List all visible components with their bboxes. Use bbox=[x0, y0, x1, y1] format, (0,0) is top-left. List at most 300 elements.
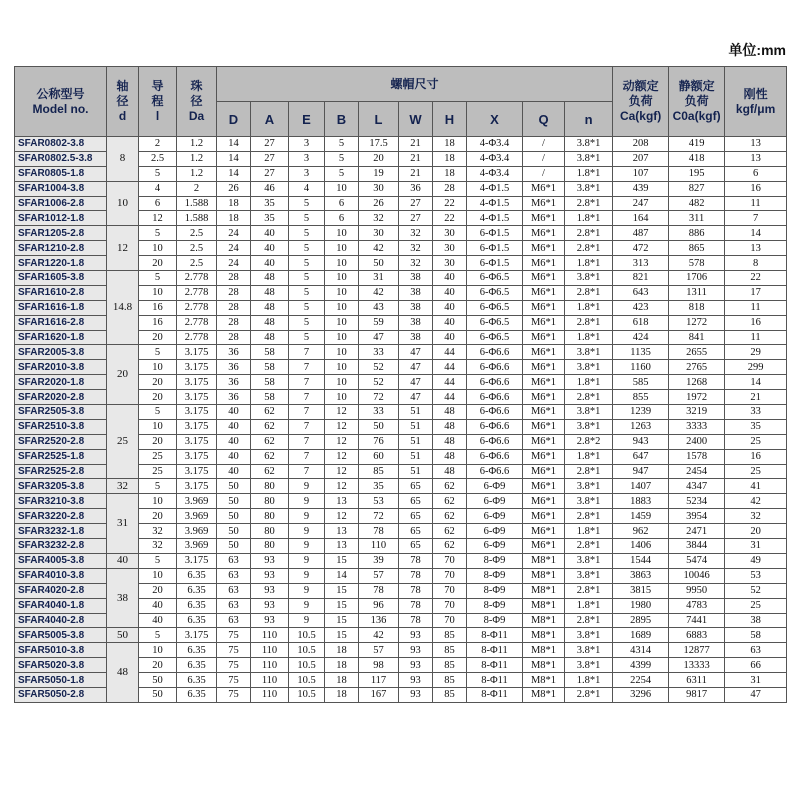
spec-cell: 9 bbox=[289, 568, 325, 583]
spec-cell: 3 bbox=[289, 151, 325, 166]
spec-cell: 10.5 bbox=[289, 628, 325, 643]
shaft-diameter-cell: 32 bbox=[107, 479, 139, 494]
spec-cell: 6-Φ9 bbox=[467, 524, 523, 539]
spec-cell: 51 bbox=[399, 449, 433, 464]
header-dynamic-load: 动额定 负荷 Ca(kgf) bbox=[613, 67, 669, 137]
spec-cell: 6 bbox=[725, 166, 787, 181]
spec-cell: 7 bbox=[289, 375, 325, 390]
spec-cell: 1.588 bbox=[177, 211, 217, 226]
spec-cell: 36 bbox=[217, 345, 251, 360]
spec-cell: 6 bbox=[139, 196, 177, 211]
spec-cell: 62 bbox=[433, 539, 467, 554]
spec-cell: 647 bbox=[613, 449, 669, 464]
spec-cell: 31 bbox=[725, 539, 787, 554]
spec-cell: 117 bbox=[359, 673, 399, 688]
spec-cell: 6-Φ6.5 bbox=[467, 330, 523, 345]
spec-cell: 63 bbox=[217, 568, 251, 583]
spec-cell: M6*1 bbox=[523, 226, 565, 241]
spec-cell: 2.778 bbox=[177, 330, 217, 345]
spec-cell: 1406 bbox=[613, 539, 669, 554]
spec-cell: 72 bbox=[359, 509, 399, 524]
spec-cell: 32 bbox=[359, 211, 399, 226]
model-cell: SFAR1616-2.8 bbox=[15, 315, 107, 330]
spec-cell: 59 bbox=[359, 315, 399, 330]
spec-cell: 2.5 bbox=[177, 226, 217, 241]
spec-cell: 1.8*1 bbox=[565, 449, 613, 464]
spec-cell: 3.175 bbox=[177, 449, 217, 464]
spec-cell: 14 bbox=[725, 375, 787, 390]
spec-cell: 2.778 bbox=[177, 271, 217, 286]
spec-cell: 6-Φ9 bbox=[467, 539, 523, 554]
spec-cell: 93 bbox=[399, 628, 433, 643]
spec-cell: 48 bbox=[433, 464, 467, 479]
spec-cell: 6.35 bbox=[177, 658, 217, 673]
spec-cell: 3863 bbox=[613, 568, 669, 583]
spec-cell: 585 bbox=[613, 375, 669, 390]
spec-cell: 78 bbox=[359, 583, 399, 598]
spec-cell: 58 bbox=[251, 375, 289, 390]
spec-cell: 5474 bbox=[669, 553, 725, 568]
spec-cell: 418 bbox=[669, 151, 725, 166]
spec-cell: 3.8*1 bbox=[565, 568, 613, 583]
spec-cell: 10 bbox=[325, 241, 359, 256]
spec-cell: 65 bbox=[399, 524, 433, 539]
spec-cell: 48 bbox=[251, 330, 289, 345]
spec-cell: 3.8*1 bbox=[565, 553, 613, 568]
spec-cell: 62 bbox=[433, 479, 467, 494]
spec-cell: 4-Φ3.4 bbox=[467, 137, 523, 152]
spec-cell: 7 bbox=[289, 449, 325, 464]
spec-cell: 2765 bbox=[669, 360, 725, 375]
spec-cell: 38 bbox=[399, 315, 433, 330]
table-row bbox=[15, 643, 787, 658]
spec-cell: 32 bbox=[725, 509, 787, 524]
spec-cell: 43 bbox=[359, 300, 399, 315]
spec-cell: M6*1 bbox=[523, 419, 565, 434]
spec-cell: 78 bbox=[399, 583, 433, 598]
spec-cell: 5 bbox=[289, 226, 325, 241]
model-cell: SFAR2525-2.8 bbox=[15, 464, 107, 479]
spec-cell: 38 bbox=[399, 330, 433, 345]
spec-cell: 1.8*1 bbox=[565, 256, 613, 271]
spec-cell: 17.5 bbox=[359, 137, 399, 152]
spec-cell: 63 bbox=[725, 643, 787, 658]
model-cell: SFAR1012-1.8 bbox=[15, 211, 107, 226]
spec-cell: 24 bbox=[217, 241, 251, 256]
spec-cell: 4347 bbox=[669, 479, 725, 494]
model-cell: SFAR0802.5-3.8 bbox=[15, 151, 107, 166]
spec-cell: 8-Φ9 bbox=[467, 583, 523, 598]
header-col-n: n bbox=[565, 102, 613, 137]
spec-cell: 2471 bbox=[669, 524, 725, 539]
spec-cell: 33 bbox=[359, 345, 399, 360]
spec-cell: 30 bbox=[359, 181, 399, 196]
spec-cell: 3.175 bbox=[177, 405, 217, 420]
spec-cell: 4-Φ3.4 bbox=[467, 166, 523, 181]
spec-cell: 841 bbox=[669, 330, 725, 345]
spec-cell: 65 bbox=[399, 539, 433, 554]
spec-cell: 1578 bbox=[669, 449, 725, 464]
spec-cell: 1239 bbox=[613, 405, 669, 420]
spec-cell: 6.35 bbox=[177, 613, 217, 628]
spec-cell: 48 bbox=[251, 271, 289, 286]
spec-cell: 35 bbox=[725, 419, 787, 434]
spec-cell: 27 bbox=[251, 137, 289, 152]
spec-cell: M8*1 bbox=[523, 568, 565, 583]
model-cell: SFAR1210-2.8 bbox=[15, 241, 107, 256]
spec-cell: 195 bbox=[669, 166, 725, 181]
spec-cell: 16 bbox=[139, 300, 177, 315]
spec-cell: 75 bbox=[217, 673, 251, 688]
shaft-diameter-cell: 38 bbox=[107, 568, 139, 628]
header-col-b: B bbox=[325, 102, 359, 137]
spec-cell: 14 bbox=[217, 166, 251, 181]
model-cell: SFAR1605-3.8 bbox=[15, 271, 107, 286]
spec-cell: 3.8*1 bbox=[565, 494, 613, 509]
spec-cell: 855 bbox=[613, 390, 669, 405]
spec-cell: 2400 bbox=[669, 434, 725, 449]
spec-cell: 98 bbox=[359, 658, 399, 673]
spec-cell: 12 bbox=[325, 449, 359, 464]
shaft-diameter-cell: 12 bbox=[107, 226, 139, 271]
spec-cell: / bbox=[523, 151, 565, 166]
model-cell: SFAR1616-1.8 bbox=[15, 300, 107, 315]
spec-cell: 2.8*1 bbox=[565, 539, 613, 554]
spec-cell: 25 bbox=[139, 449, 177, 464]
spec-cell: 6-Φ6.5 bbox=[467, 300, 523, 315]
spec-cell: 9 bbox=[289, 539, 325, 554]
model-cell: SFAR4005-3.8 bbox=[15, 553, 107, 568]
spec-cell: 93 bbox=[251, 568, 289, 583]
spec-cell: 10 bbox=[139, 419, 177, 434]
spec-cell: 93 bbox=[251, 583, 289, 598]
spec-cell: 36 bbox=[217, 375, 251, 390]
model-cell: SFAR2020-1.8 bbox=[15, 375, 107, 390]
spec-cell: 48 bbox=[433, 434, 467, 449]
spec-cell: M6*1 bbox=[523, 539, 565, 554]
spec-cell: 5 bbox=[289, 300, 325, 315]
spec-cell: 3.8*1 bbox=[565, 643, 613, 658]
model-cell: SFAR5005-3.8 bbox=[15, 628, 107, 643]
spec-cell: 5234 bbox=[669, 494, 725, 509]
spec-cell: 17 bbox=[725, 285, 787, 300]
spec-cell: 35 bbox=[359, 479, 399, 494]
spec-cell: 2.8*1 bbox=[565, 583, 613, 598]
spec-cell: M8*1 bbox=[523, 673, 565, 688]
spec-cell: 9 bbox=[289, 613, 325, 628]
spec-cell: M6*1 bbox=[523, 434, 565, 449]
spec-cell: 3.8*1 bbox=[565, 271, 613, 286]
spec-cell: 21 bbox=[399, 151, 433, 166]
spec-cell: 18 bbox=[217, 211, 251, 226]
spec-cell: 643 bbox=[613, 285, 669, 300]
spec-cell: 8-Φ11 bbox=[467, 673, 523, 688]
spec-cell: 18 bbox=[325, 673, 359, 688]
spec-cell: 12 bbox=[325, 434, 359, 449]
spec-cell: 3 bbox=[289, 166, 325, 181]
spec-cell: 52 bbox=[359, 375, 399, 390]
spec-cell: M6*1 bbox=[523, 464, 565, 479]
spec-cell: 93 bbox=[251, 598, 289, 613]
spec-cell: 42 bbox=[359, 241, 399, 256]
table-row bbox=[15, 271, 787, 286]
spec-cell: 424 bbox=[613, 330, 669, 345]
spec-cell: 299 bbox=[725, 360, 787, 375]
spec-cell: 3.8*1 bbox=[565, 479, 613, 494]
spec-cell: 1.8*1 bbox=[565, 673, 613, 688]
spec-cell: 818 bbox=[669, 300, 725, 315]
spec-cell: 10.5 bbox=[289, 658, 325, 673]
model-cell: SFAR5050-1.8 bbox=[15, 673, 107, 688]
spec-cell: 40 bbox=[139, 598, 177, 613]
spec-cell: 50 bbox=[217, 479, 251, 494]
spec-cell: 30 bbox=[359, 226, 399, 241]
spec-cell: 14 bbox=[725, 226, 787, 241]
spec-cell: 93 bbox=[251, 613, 289, 628]
spec-cell: 6-Φ6.6 bbox=[467, 434, 523, 449]
spec-cell: 5 bbox=[139, 479, 177, 494]
spec-cell: 80 bbox=[251, 479, 289, 494]
spec-cell: 110 bbox=[251, 673, 289, 688]
spec-cell: 50 bbox=[139, 673, 177, 688]
spec-cell: 2.778 bbox=[177, 285, 217, 300]
spec-cell: 38 bbox=[399, 271, 433, 286]
model-cell: SFAR0802-3.8 bbox=[15, 137, 107, 152]
spec-cell: 10 bbox=[325, 256, 359, 271]
spec-cell: 5 bbox=[289, 315, 325, 330]
spec-cell: 10.5 bbox=[289, 687, 325, 702]
spec-cell: 18 bbox=[433, 137, 467, 152]
spec-cell: 1160 bbox=[613, 360, 669, 375]
spec-cell: 2.778 bbox=[177, 315, 217, 330]
table-row bbox=[15, 226, 787, 241]
spec-cell: 40 bbox=[433, 271, 467, 286]
spec-cell: 50 bbox=[359, 256, 399, 271]
spec-cell: 24 bbox=[217, 226, 251, 241]
spec-cell: 20 bbox=[139, 658, 177, 673]
spec-cell: 80 bbox=[251, 524, 289, 539]
spec-cell: 40 bbox=[251, 226, 289, 241]
spec-cell: 30 bbox=[433, 241, 467, 256]
spec-cell: 4783 bbox=[669, 598, 725, 613]
spec-cell: 78 bbox=[359, 524, 399, 539]
spec-cell: 39 bbox=[359, 553, 399, 568]
spec-cell: 9 bbox=[289, 583, 325, 598]
spec-cell: 25 bbox=[725, 464, 787, 479]
model-cell: SFAR2010-3.8 bbox=[15, 360, 107, 375]
spec-cell: 1.2 bbox=[177, 166, 217, 181]
spec-cell: 21 bbox=[399, 166, 433, 181]
spec-cell: 85 bbox=[433, 643, 467, 658]
spec-cell: 22 bbox=[725, 271, 787, 286]
shaft-diameter-cell: 50 bbox=[107, 628, 139, 643]
spec-cell: 6-Φ6.5 bbox=[467, 271, 523, 286]
spec-cell: 10.5 bbox=[289, 673, 325, 688]
spec-cell: 10 bbox=[325, 360, 359, 375]
spec-cell: 15 bbox=[325, 583, 359, 598]
spec-cell: 40 bbox=[217, 405, 251, 420]
table-row bbox=[15, 405, 787, 420]
spec-cell: 2.8*1 bbox=[565, 241, 613, 256]
spec-cell: 3 bbox=[289, 137, 325, 152]
spec-cell: 57 bbox=[359, 643, 399, 658]
spec-cell: 20 bbox=[359, 151, 399, 166]
spec-cell: 3815 bbox=[613, 583, 669, 598]
spec-cell: 47 bbox=[399, 390, 433, 405]
spec-cell: 27 bbox=[399, 211, 433, 226]
spec-cell: 48 bbox=[251, 300, 289, 315]
spec-cell: 21 bbox=[725, 390, 787, 405]
spec-cell: 3.8*1 bbox=[565, 345, 613, 360]
spec-cell: 40 bbox=[217, 464, 251, 479]
spec-cell: 60 bbox=[359, 449, 399, 464]
spec-cell: 3.8*1 bbox=[565, 628, 613, 643]
spec-cell: 18 bbox=[325, 687, 359, 702]
spec-cell: 10 bbox=[325, 285, 359, 300]
spec-cell: 40 bbox=[217, 449, 251, 464]
spec-cell: 2.5 bbox=[139, 151, 177, 166]
spec-cell: 8-Φ11 bbox=[467, 643, 523, 658]
spec-cell: 15 bbox=[325, 613, 359, 628]
spec-cell: 31 bbox=[359, 271, 399, 286]
spec-cell: 52 bbox=[359, 360, 399, 375]
spec-cell: 3.175 bbox=[177, 419, 217, 434]
spec-cell: 439 bbox=[613, 181, 669, 196]
spec-cell: M8*1 bbox=[523, 613, 565, 628]
spec-cell: 110 bbox=[251, 643, 289, 658]
spec-cell: 1407 bbox=[613, 479, 669, 494]
spec-cell: 10 bbox=[325, 330, 359, 345]
spec-cell: 30 bbox=[433, 226, 467, 241]
spec-cell: 9 bbox=[289, 479, 325, 494]
spec-cell: 18 bbox=[325, 658, 359, 673]
spec-cell: 75 bbox=[217, 687, 251, 702]
spec-cell: M6*1 bbox=[523, 241, 565, 256]
model-cell: SFAR4040-2.8 bbox=[15, 613, 107, 628]
spec-cell: / bbox=[523, 137, 565, 152]
spec-cell: M6*1 bbox=[523, 390, 565, 405]
spec-cell: 1.588 bbox=[177, 196, 217, 211]
spec-cell: 3.175 bbox=[177, 390, 217, 405]
spec-cell: 6-Φ6.6 bbox=[467, 345, 523, 360]
model-cell: SFAR2525-1.8 bbox=[15, 449, 107, 464]
spec-cell: 40 bbox=[217, 419, 251, 434]
spec-cell: 28 bbox=[433, 181, 467, 196]
spec-cell: 70 bbox=[433, 583, 467, 598]
spec-cell: 3.175 bbox=[177, 628, 217, 643]
spec-cell: 20 bbox=[725, 524, 787, 539]
spec-cell: 1.8*1 bbox=[565, 330, 613, 345]
spec-cell: 3.8*1 bbox=[565, 658, 613, 673]
spec-cell: 5 bbox=[139, 345, 177, 360]
spec-cell: 947 bbox=[613, 464, 669, 479]
spec-cell: 9 bbox=[289, 553, 325, 568]
spec-cell: 6-Φ6.6 bbox=[467, 419, 523, 434]
spec-cell: 5 bbox=[289, 241, 325, 256]
spec-cell: 886 bbox=[669, 226, 725, 241]
model-cell: SFAR3232-2.8 bbox=[15, 539, 107, 554]
spec-cell: 2.8*1 bbox=[565, 509, 613, 524]
spec-cell: 28 bbox=[217, 330, 251, 345]
spec-cell: 62 bbox=[433, 494, 467, 509]
spec-cell: 78 bbox=[399, 613, 433, 628]
spec-cell: 26 bbox=[217, 181, 251, 196]
spec-cell: 44 bbox=[433, 390, 467, 405]
model-cell: SFAR3210-3.8 bbox=[15, 494, 107, 509]
spec-cell: 47 bbox=[399, 375, 433, 390]
spec-cell: 85 bbox=[433, 673, 467, 688]
spec-cell: 7 bbox=[289, 464, 325, 479]
spec-cell: 13 bbox=[725, 241, 787, 256]
spec-cell: 5 bbox=[289, 256, 325, 271]
spec-cell: 66 bbox=[725, 658, 787, 673]
spec-cell: 1268 bbox=[669, 375, 725, 390]
spec-cell: 51 bbox=[399, 405, 433, 420]
model-cell: SFAR1004-3.8 bbox=[15, 181, 107, 196]
spec-cell: 58 bbox=[251, 345, 289, 360]
model-cell: SFAR1006-2.8 bbox=[15, 196, 107, 211]
shaft-diameter-cell: 31 bbox=[107, 494, 139, 554]
spec-cell: 110 bbox=[251, 687, 289, 702]
spec-cell: 47 bbox=[399, 360, 433, 375]
spec-cell: 10 bbox=[139, 494, 177, 509]
spec-cell: 48 bbox=[433, 405, 467, 420]
spec-cell: 6-Φ1.5 bbox=[467, 241, 523, 256]
spec-cell: 6-Φ6.6 bbox=[467, 390, 523, 405]
spec-cell: 40 bbox=[433, 285, 467, 300]
spec-cell: M6*1 bbox=[523, 449, 565, 464]
header-col-q: Q bbox=[523, 102, 565, 137]
spec-cell: 20 bbox=[139, 375, 177, 390]
spec-cell: 27 bbox=[399, 196, 433, 211]
model-cell: SFAR4040-1.8 bbox=[15, 598, 107, 613]
spec-cell: 6-Φ6.5 bbox=[467, 285, 523, 300]
spec-cell: 5 bbox=[289, 271, 325, 286]
spec-cell: 10.5 bbox=[289, 643, 325, 658]
spec-cell: M8*1 bbox=[523, 583, 565, 598]
spec-cell: 13 bbox=[725, 151, 787, 166]
header-ball-diameter: 珠 径 Da bbox=[177, 67, 217, 137]
spec-cell: 7 bbox=[725, 211, 787, 226]
spec-cell: 419 bbox=[669, 137, 725, 152]
spec-cell: 33 bbox=[725, 405, 787, 420]
spec-cell: 6-Φ6.6 bbox=[467, 449, 523, 464]
spec-cell: 6-Φ9 bbox=[467, 479, 523, 494]
spec-cell: 2.8*1 bbox=[565, 315, 613, 330]
spec-cell: 247 bbox=[613, 196, 669, 211]
spec-cell: 58 bbox=[251, 390, 289, 405]
spec-cell: 110 bbox=[359, 539, 399, 554]
spec-cell: 80 bbox=[251, 509, 289, 524]
header-col-h: H bbox=[433, 102, 467, 137]
spec-cell: 3296 bbox=[613, 687, 669, 702]
spec-cell: 13 bbox=[325, 494, 359, 509]
header-col-e: E bbox=[289, 102, 325, 137]
spec-cell: 7441 bbox=[669, 613, 725, 628]
spec-cell: 3.175 bbox=[177, 553, 217, 568]
spec-cell: 32 bbox=[399, 256, 433, 271]
spec-cell: 42 bbox=[725, 494, 787, 509]
spec-cell: 3.8*1 bbox=[565, 137, 613, 152]
spec-cell: 6311 bbox=[669, 673, 725, 688]
spec-cell: 12 bbox=[325, 419, 359, 434]
spec-cell: 1.2 bbox=[177, 137, 217, 152]
spec-cell: 5 bbox=[139, 553, 177, 568]
spec-cell: 5 bbox=[289, 211, 325, 226]
table-row bbox=[15, 137, 787, 152]
table-row bbox=[15, 345, 787, 360]
spec-cell: 3.175 bbox=[177, 375, 217, 390]
